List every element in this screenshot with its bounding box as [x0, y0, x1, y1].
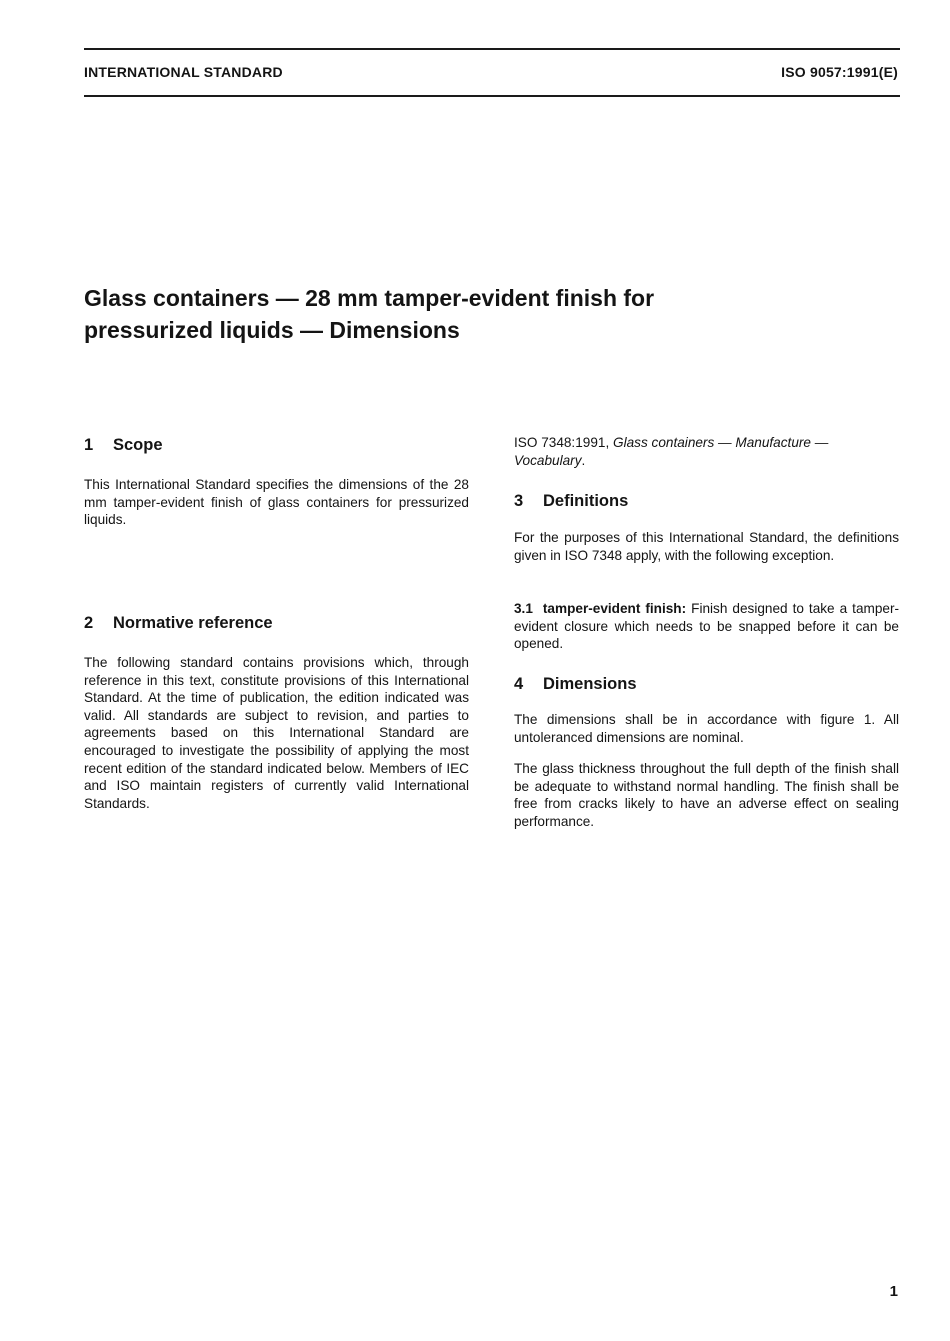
reference-entry	[514, 434, 899, 469]
reference-end: .	[581, 452, 586, 468]
document-type: INTERNATIONAL STANDARD	[84, 64, 283, 80]
definitions-heading	[514, 492, 628, 511]
dimensions-text-2: The glass thickness throughout the full depth of the finish shall be adequate to withstand normal handling. The finish shall be free from cracks likely to have an adverse effect on sealing performance.	[514, 761, 899, 829]
normative-reference-heading	[84, 614, 273, 633]
reference-title: Glass containers — Manufacture — Vocabulary	[514, 435, 829, 468]
page-number: 1	[889, 1283, 898, 1300]
definitions-number: 3	[514, 492, 524, 510]
scope-heading-text: Scope	[113, 436, 163, 454]
normative-reference-number: 2	[84, 614, 94, 632]
reference-code: ISO 7348:1991,	[514, 435, 610, 450]
header-bottom-rule	[84, 95, 900, 97]
definition-3-1	[514, 600, 899, 653]
title-line-1: Glass containers — 28 mm tamper-evident finish for	[84, 285, 655, 311]
definition-3-1-number: 3.1	[514, 601, 533, 616]
dimensions-number: 4	[514, 675, 524, 693]
definitions-text: For the purposes of this International Standard, the definitions given in ISO 7348 apply, with the following exception.	[514, 530, 899, 563]
standard-number: ISO 9057:1991(E)	[781, 64, 898, 80]
dimensions-heading-text: Dimensions	[543, 675, 637, 693]
normative-reference-text: The following standard contains provisions which, through reference in this text, constitute provisions of this International Standard. At the time of publication, the edition indicated was valid. All standards are subject to revision, and parties to agreements based on this International Standard are encouraged to investigate the possibility of applying the most recent edition of the standard indicated below. Members of IEC and ISO maintain registers of currently valid International Standards.	[84, 655, 469, 811]
header-top-rule	[84, 48, 900, 50]
normative-reference-heading-text: Normative reference	[113, 614, 273, 632]
document-title	[84, 282, 904, 346]
scope-heading	[84, 436, 163, 455]
definition-3-1-term: tamper-evident finish:	[542, 601, 687, 616]
dimensions-text-1: The dimensions shall be in accordance with figure 1. All untoleranced dimensions are nominal.	[514, 712, 899, 745]
definitions-heading-text: Definitions	[543, 492, 629, 510]
scope-number: 1	[84, 436, 94, 454]
dimensions-heading	[514, 675, 637, 694]
definition-3-1-text: Finish designed to take a tamper-evident closure which needs to be snapped before it can be opened.	[514, 601, 900, 652]
scope-text: This International Standard specifies the dimensions of the 28 mm tamper-evident finish of glass containers for pressurized liquids.	[84, 477, 469, 528]
title-line-2: pressurized liquids — Dimensions	[84, 317, 460, 343]
